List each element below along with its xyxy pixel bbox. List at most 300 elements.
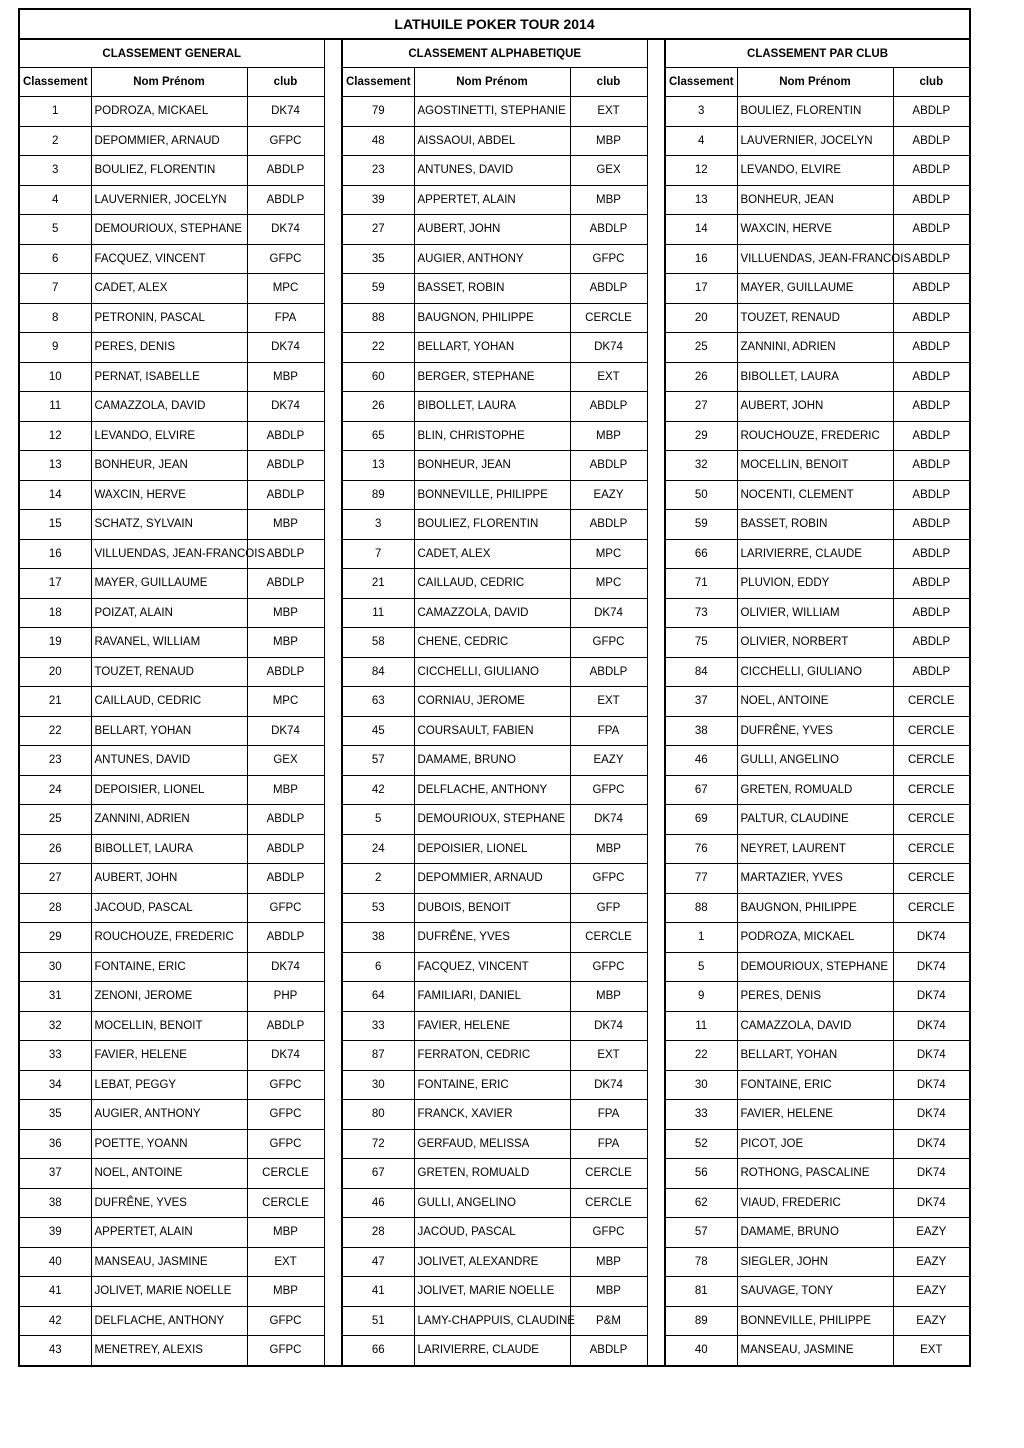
column-gap — [324, 126, 342, 156]
alpha-club-cell: EXT — [570, 362, 647, 392]
header-rank: Classement — [342, 68, 414, 97]
column-gap — [647, 185, 665, 215]
club-club-cell: ABDLP — [893, 274, 970, 304]
header-rank: Classement — [665, 68, 737, 97]
column-gap — [647, 156, 665, 186]
club-rank-cell: 62 — [665, 1188, 737, 1218]
general-name-cell: VILLUENDAS, JEAN-FRANCOIS — [91, 539, 247, 569]
club-club-cell: DK74 — [893, 952, 970, 982]
column-gap — [324, 510, 342, 540]
table-row — [19, 1041, 970, 1071]
club-name-cell: VILLUENDAS, JEAN-FRANCOIS — [737, 244, 893, 274]
column-gap — [324, 362, 342, 392]
alpha-club-cell: GFP — [570, 893, 647, 923]
club-club-cell: CERCLE — [893, 805, 970, 835]
alpha-rank-cell: 65 — [342, 421, 414, 451]
general-rank-cell: 28 — [19, 893, 91, 923]
alpha-name-cell: DEPOISIER, LIONEL — [414, 834, 570, 864]
alpha-club-cell: GFPC — [570, 628, 647, 658]
club-name-cell: BASSET, ROBIN — [737, 510, 893, 540]
general-rank-cell: 34 — [19, 1070, 91, 1100]
general-name-cell: WAXCIN, HERVE — [91, 480, 247, 510]
alpha-rank-cell: 67 — [342, 1159, 414, 1189]
alpha-name-cell: LAMY-CHAPPUIS, CLAUDINE — [414, 1306, 570, 1336]
general-club-cell: DK74 — [247, 1041, 324, 1071]
column-gap — [647, 746, 665, 776]
column-gap — [324, 598, 342, 628]
general-rank-cell: 7 — [19, 274, 91, 304]
alpha-club-cell: MPC — [570, 569, 647, 599]
general-club-cell: ABDLP — [247, 156, 324, 186]
alpha-name-cell: BOULIEZ, FLORENTIN — [414, 510, 570, 540]
club-name-cell: SIEGLER, JOHN — [737, 1247, 893, 1277]
alpha-club-cell: DK74 — [570, 333, 647, 363]
alpha-name-cell: GRETEN, ROMUALD — [414, 1159, 570, 1189]
alpha-rank-cell: 63 — [342, 687, 414, 717]
alpha-rank-cell: 60 — [342, 362, 414, 392]
club-rank-cell: 73 — [665, 598, 737, 628]
column-gap — [324, 1277, 342, 1307]
general-name-cell: DEPOISIER, LIONEL — [91, 775, 247, 805]
column-gap — [324, 716, 342, 746]
alpha-name-cell: BERGER, STEPHANE — [414, 362, 570, 392]
club-club-cell: EAZY — [893, 1247, 970, 1277]
general-club-cell: ABDLP — [247, 657, 324, 687]
alpha-club-cell: GFPC — [570, 1218, 647, 1248]
table-row — [19, 598, 970, 628]
table-row — [19, 1336, 970, 1366]
column-gap — [324, 1336, 342, 1366]
alpha-club-cell: MBP — [570, 1277, 647, 1307]
club-rank-cell: 89 — [665, 1306, 737, 1336]
alpha-rank-cell: 27 — [342, 215, 414, 245]
general-rank-cell: 2 — [19, 126, 91, 156]
club-name-cell: PICOT, JOE — [737, 1129, 893, 1159]
alpha-name-cell: JOLIVET, MARIE NOELLE — [414, 1277, 570, 1307]
general-rank-cell: 31 — [19, 982, 91, 1012]
alpha-rank-cell: 47 — [342, 1247, 414, 1277]
column-gap — [324, 1100, 342, 1130]
ranking-sheet — [18, 8, 971, 1367]
general-name-cell: LAUVERNIER, JOCELYN — [91, 185, 247, 215]
club-club-cell: ABDLP — [893, 510, 970, 540]
general-rank-cell: 43 — [19, 1336, 91, 1366]
general-name-cell: MANSEAU, JASMINE — [91, 1247, 247, 1277]
general-club-cell: MBP — [247, 362, 324, 392]
alpha-club-cell: FPA — [570, 1100, 647, 1130]
table-row — [19, 244, 970, 274]
column-gap — [647, 480, 665, 510]
alpha-name-cell: BONHEUR, JEAN — [414, 451, 570, 481]
alpha-club-cell: CERCLE — [570, 1159, 647, 1189]
club-name-cell: ZANNINI, ADRIEN — [737, 333, 893, 363]
alpha-name-cell: ANTUNES, DAVID — [414, 156, 570, 186]
club-name-cell: BONHEUR, JEAN — [737, 185, 893, 215]
column-gap — [324, 1159, 342, 1189]
column-gap — [647, 569, 665, 599]
alpha-rank-cell: 35 — [342, 244, 414, 274]
alpha-rank-cell: 88 — [342, 303, 414, 333]
table-row — [19, 1277, 970, 1307]
column-gap — [647, 215, 665, 245]
club-name-cell: MARTAZIER, YVES — [737, 864, 893, 894]
column-gap — [324, 805, 342, 835]
club-club-cell: DK74 — [893, 1129, 970, 1159]
alpha-club-cell: MBP — [570, 126, 647, 156]
column-gap — [324, 421, 342, 451]
column-gap — [324, 657, 342, 687]
alpha-name-cell: CORNIAU, JEROME — [414, 687, 570, 717]
club-name-cell: CICCHELLI, GIULIANO — [737, 657, 893, 687]
alpha-name-cell: LARIVIERRE, CLAUDE — [414, 1336, 570, 1366]
general-rank-cell: 37 — [19, 1159, 91, 1189]
column-gap — [647, 1277, 665, 1307]
alpha-name-cell: DEMOURIOUX, STEPHANE — [414, 805, 570, 835]
club-name-cell: BAUGNON, PHILIPPE — [737, 893, 893, 923]
club-rank-cell: 77 — [665, 864, 737, 894]
general-name-cell: POIZAT, ALAIN — [91, 598, 247, 628]
general-rank-cell: 4 — [19, 185, 91, 215]
table-row — [19, 775, 970, 805]
club-club-cell: CERCLE — [893, 775, 970, 805]
alpha-rank-cell: 57 — [342, 746, 414, 776]
general-name-cell: JACOUD, PASCAL — [91, 893, 247, 923]
column-gap — [324, 39, 342, 68]
alpha-name-cell: FAVIER, HELENE — [414, 1011, 570, 1041]
alpha-name-cell: DUBOIS, BENOIT — [414, 893, 570, 923]
club-rank-cell: 38 — [665, 716, 737, 746]
header-name: Nom Prénom — [414, 68, 570, 97]
table-row — [19, 185, 970, 215]
column-gap — [324, 156, 342, 186]
alpha-rank-cell: 64 — [342, 982, 414, 1012]
table-row — [19, 628, 970, 658]
column-gap — [324, 982, 342, 1012]
table-row — [19, 923, 970, 953]
club-rank-cell: 11 — [665, 1011, 737, 1041]
club-rank-cell: 30 — [665, 1070, 737, 1100]
general-club-cell: EXT — [247, 1247, 324, 1277]
general-name-cell: MENETREY, ALEXIS — [91, 1336, 247, 1366]
club-club-cell: EAZY — [893, 1306, 970, 1336]
club-name-cell: MANSEAU, JASMINE — [737, 1336, 893, 1366]
alpha-club-cell: MBP — [570, 421, 647, 451]
alpha-club-cell: DK74 — [570, 1070, 647, 1100]
club-club-cell: ABDLP — [893, 392, 970, 422]
table-row — [19, 539, 970, 569]
alpha-rank-cell: 72 — [342, 1129, 414, 1159]
column-gap — [647, 39, 665, 68]
column-gap — [324, 1041, 342, 1071]
general-rank-cell: 24 — [19, 775, 91, 805]
table-row — [19, 805, 970, 835]
general-name-cell: PETRONIN, PASCAL — [91, 303, 247, 333]
alpha-rank-cell: 21 — [342, 569, 414, 599]
general-name-cell: ROUCHOUZE, FREDERIC — [91, 923, 247, 953]
general-club-cell: GEX — [247, 746, 324, 776]
column-gap — [647, 805, 665, 835]
general-rank-cell: 22 — [19, 716, 91, 746]
alpha-club-cell: MBP — [570, 834, 647, 864]
club-name-cell: AUBERT, JOHN — [737, 392, 893, 422]
club-rank-cell: 66 — [665, 539, 737, 569]
alpha-name-cell: GERFAUD, MELISSA — [414, 1129, 570, 1159]
general-name-cell: SCHATZ, SYLVAIN — [91, 510, 247, 540]
alpha-rank-cell: 7 — [342, 539, 414, 569]
general-name-cell: DELFLACHE, ANTHONY — [91, 1306, 247, 1336]
general-name-cell: FONTAINE, ERIC — [91, 952, 247, 982]
column-gap — [647, 1188, 665, 1218]
alpha-name-cell: BELLART, YOHAN — [414, 333, 570, 363]
club-club-cell: DK74 — [893, 1100, 970, 1130]
general-club-cell: ABDLP — [247, 864, 324, 894]
general-name-cell: DEPOMMIER, ARNAUD — [91, 126, 247, 156]
alpha-club-cell: ABDLP — [570, 274, 647, 304]
general-club-cell: FPA — [247, 303, 324, 333]
column-gap — [324, 539, 342, 569]
club-club-cell: CERCLE — [893, 864, 970, 894]
club-club-cell: DK74 — [893, 1041, 970, 1071]
alpha-club-cell: ABDLP — [570, 215, 647, 245]
alpha-name-cell: CADET, ALEX — [414, 539, 570, 569]
table-row — [19, 687, 970, 717]
column-gap — [647, 598, 665, 628]
header-name: Nom Prénom — [91, 68, 247, 97]
alpha-club-cell: GFPC — [570, 864, 647, 894]
club-name-cell: OLIVIER, NORBERT — [737, 628, 893, 658]
alpha-club-cell: GFPC — [570, 952, 647, 982]
alpha-club-cell: CERCLE — [570, 1188, 647, 1218]
general-club-cell: ABDLP — [247, 569, 324, 599]
column-gap — [324, 687, 342, 717]
general-club-cell: PHP — [247, 982, 324, 1012]
column-gap — [324, 215, 342, 245]
general-rank-cell: 35 — [19, 1100, 91, 1130]
club-rank-cell: 46 — [665, 746, 737, 776]
alpha-rank-cell: 41 — [342, 1277, 414, 1307]
club-name-cell: MOCELLIN, BENOIT — [737, 451, 893, 481]
column-gap — [647, 97, 665, 127]
alpha-name-cell: CAILLAUD, CEDRIC — [414, 569, 570, 599]
table-row — [19, 480, 970, 510]
column-gap — [647, 421, 665, 451]
header-row — [19, 68, 970, 97]
general-club-cell: ABDLP — [247, 451, 324, 481]
club-rank-cell: 75 — [665, 628, 737, 658]
general-club-cell: MBP — [247, 510, 324, 540]
club-rank-cell: 14 — [665, 215, 737, 245]
general-rank-cell: 38 — [19, 1188, 91, 1218]
general-name-cell: AUBERT, JOHN — [91, 864, 247, 894]
club-rank-cell: 81 — [665, 1277, 737, 1307]
club-club-cell: CERCLE — [893, 746, 970, 776]
alpha-name-cell: AISSAOUI, ABDEL — [414, 126, 570, 156]
alpha-rank-cell: 30 — [342, 1070, 414, 1100]
column-gap — [324, 392, 342, 422]
general-rank-cell: 19 — [19, 628, 91, 658]
general-club-cell: ABDLP — [247, 805, 324, 835]
header-club: club — [570, 68, 647, 97]
alpha-name-cell: DEPOMMIER, ARNAUD — [414, 864, 570, 894]
general-name-cell: FACQUEZ, VINCENT — [91, 244, 247, 274]
general-club-cell: GFPC — [247, 126, 324, 156]
club-name-cell: WAXCIN, HERVE — [737, 215, 893, 245]
club-club-cell: ABDLP — [893, 303, 970, 333]
general-club-cell: ABDLP — [247, 185, 324, 215]
general-name-cell: CAMAZZOLA, DAVID — [91, 392, 247, 422]
club-name-cell: LAUVERNIER, JOCELYN — [737, 126, 893, 156]
alpha-name-cell: CHENE, CEDRIC — [414, 628, 570, 658]
general-name-cell: TOUZET, RENAUD — [91, 657, 247, 687]
alpha-rank-cell: 2 — [342, 864, 414, 894]
table-row — [19, 1247, 970, 1277]
column-gap — [324, 244, 342, 274]
table-row — [19, 1188, 970, 1218]
alpha-club-cell: P&M — [570, 1306, 647, 1336]
alpha-club-cell: EXT — [570, 687, 647, 717]
column-gap — [324, 1247, 342, 1277]
alpha-name-cell: JACOUD, PASCAL — [414, 1218, 570, 1248]
alpha-name-cell: AUGIER, ANTHONY — [414, 244, 570, 274]
club-club-cell: EAZY — [893, 1218, 970, 1248]
column-gap — [647, 1218, 665, 1248]
general-name-cell: BELLART, YOHAN — [91, 716, 247, 746]
alpha-club-cell: EXT — [570, 1041, 647, 1071]
general-rank-cell: 5 — [19, 215, 91, 245]
column-gap — [324, 1218, 342, 1248]
general-club-cell: GFPC — [247, 1336, 324, 1366]
column-gap — [647, 362, 665, 392]
club-rank-cell: 69 — [665, 805, 737, 835]
table-row — [19, 1070, 970, 1100]
club-rank-cell: 9 — [665, 982, 737, 1012]
table-row — [19, 421, 970, 451]
table-row — [19, 1306, 970, 1336]
club-name-cell: VIAUD, FREDERIC — [737, 1188, 893, 1218]
column-gap — [647, 657, 665, 687]
alpha-name-cell: FONTAINE, ERIC — [414, 1070, 570, 1100]
club-club-cell: EXT — [893, 1336, 970, 1366]
alpha-club-cell: ABDLP — [570, 392, 647, 422]
alpha-name-cell: FERRATON, CEDRIC — [414, 1041, 570, 1071]
club-name-cell: FONTAINE, ERIC — [737, 1070, 893, 1100]
alpha-name-cell: DUFRÊNE, YVES — [414, 923, 570, 953]
column-gap — [647, 687, 665, 717]
alpha-club-cell: DK74 — [570, 598, 647, 628]
column-gap — [647, 834, 665, 864]
alpha-rank-cell: 45 — [342, 716, 414, 746]
column-gap — [647, 274, 665, 304]
club-club-cell: DK74 — [893, 1159, 970, 1189]
general-club-cell: MBP — [247, 1277, 324, 1307]
column-gap — [324, 274, 342, 304]
club-club-cell: DK74 — [893, 982, 970, 1012]
club-name-cell: FAVIER, HELENE — [737, 1100, 893, 1130]
alpha-name-cell: APPERTET, ALAIN — [414, 185, 570, 215]
club-name-cell: SAUVAGE, TONY — [737, 1277, 893, 1307]
general-rank-cell: 20 — [19, 657, 91, 687]
table-row — [19, 333, 970, 363]
section-club-title: CLASSEMENT PAR CLUB — [665, 39, 970, 68]
club-name-cell: DEMOURIOUX, STEPHANE — [737, 952, 893, 982]
general-club-cell: ABDLP — [247, 480, 324, 510]
club-name-cell: NOCENTI, CLEMENT — [737, 480, 893, 510]
column-gap — [647, 1129, 665, 1159]
column-gap — [647, 982, 665, 1012]
column-gap — [324, 333, 342, 363]
alpha-name-cell: BONNEVILLE, PHILIPPE — [414, 480, 570, 510]
club-club-cell: ABDLP — [893, 97, 970, 127]
column-gap — [647, 333, 665, 363]
table-row — [19, 156, 970, 186]
alpha-club-cell: CERCLE — [570, 303, 647, 333]
table-row — [19, 215, 970, 245]
alpha-club-cell: GEX — [570, 156, 647, 186]
column-gap — [647, 1306, 665, 1336]
table-row — [19, 362, 970, 392]
general-rank-cell: 40 — [19, 1247, 91, 1277]
general-rank-cell: 30 — [19, 952, 91, 982]
general-club-cell: GFPC — [247, 1306, 324, 1336]
alpha-club-cell: ABDLP — [570, 1336, 647, 1366]
general-club-cell: ABDLP — [247, 421, 324, 451]
club-name-cell: LARIVIERRE, CLAUDE — [737, 539, 893, 569]
column-gap — [324, 628, 342, 658]
club-rank-cell: 71 — [665, 569, 737, 599]
alpha-club-cell: FPA — [570, 1129, 647, 1159]
club-rank-cell: 27 — [665, 392, 737, 422]
general-rank-cell: 36 — [19, 1129, 91, 1159]
alpha-rank-cell: 22 — [342, 333, 414, 363]
general-club-cell: DK74 — [247, 952, 324, 982]
club-name-cell: PLUVION, EDDY — [737, 569, 893, 599]
club-name-cell: DUFRÊNE, YVES — [737, 716, 893, 746]
column-gap — [324, 923, 342, 953]
general-rank-cell: 14 — [19, 480, 91, 510]
general-club-cell: DK74 — [247, 333, 324, 363]
table-row — [19, 392, 970, 422]
alpha-club-cell: MPC — [570, 539, 647, 569]
alpha-club-cell: EAZY — [570, 746, 647, 776]
club-club-cell: ABDLP — [893, 569, 970, 599]
column-gap — [647, 510, 665, 540]
general-rank-cell: 6 — [19, 244, 91, 274]
general-club-cell: ABDLP — [247, 539, 324, 569]
general-club-cell: GFPC — [247, 893, 324, 923]
general-name-cell: BIBOLLET, LAURA — [91, 834, 247, 864]
club-rank-cell: 17 — [665, 274, 737, 304]
club-name-cell: TOUZET, RENAUD — [737, 303, 893, 333]
table-row — [19, 451, 970, 481]
general-rank-cell: 10 — [19, 362, 91, 392]
club-name-cell: PODROZA, MICKAEL — [737, 923, 893, 953]
general-rank-cell: 17 — [19, 569, 91, 599]
club-club-cell: CERCLE — [893, 687, 970, 717]
alpha-rank-cell: 23 — [342, 156, 414, 186]
alpha-club-cell: DK74 — [570, 805, 647, 835]
column-gap — [647, 952, 665, 982]
club-club-cell: ABDLP — [893, 185, 970, 215]
club-club-cell: ABDLP — [893, 333, 970, 363]
general-name-cell: MAYER, GUILLAUME — [91, 569, 247, 599]
general-name-cell: PERNAT, ISABELLE — [91, 362, 247, 392]
alpha-name-cell: BIBOLLET, LAURA — [414, 392, 570, 422]
club-club-cell: EAZY — [893, 1277, 970, 1307]
club-name-cell: NOEL, ANTOINE — [737, 687, 893, 717]
alpha-club-cell: ABDLP — [570, 657, 647, 687]
club-club-cell: ABDLP — [893, 539, 970, 569]
sheet-title: LATHUILE POKER TOUR 2014 — [19, 9, 970, 39]
